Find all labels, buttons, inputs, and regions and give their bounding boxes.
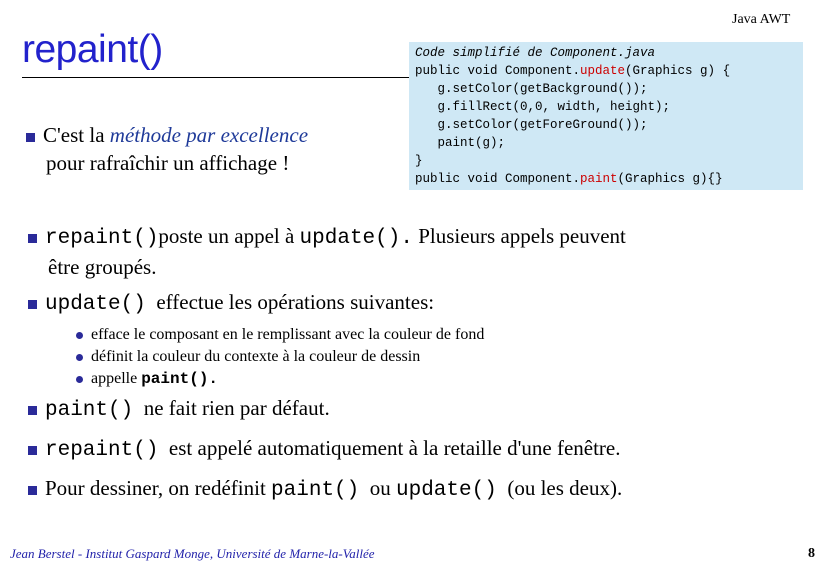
code-line-1: Code simplifié de Component.java [415, 46, 656, 60]
sub-bullet-2-text: définit la couleur du contexte à la couleur de dessin [91, 348, 421, 365]
intro-bullet [26, 121, 386, 177]
page-number: 8 [808, 546, 815, 561]
code-line-4: g.fillRect(0,0, width, height); [415, 100, 671, 114]
code-box [409, 42, 803, 190]
sub-bullet-3-text: appelle [91, 370, 142, 387]
code-paint: paint(). [141, 370, 219, 388]
bullet-5-text-1: Pour dessiner, on redéfinit [45, 476, 272, 500]
bullet-1-text: poste un appel à [158, 224, 300, 248]
sub-bullet-2 [76, 346, 420, 367]
bullet-1-line-2: être groupés. [48, 255, 157, 279]
code-line-2-highlight: update [580, 64, 626, 78]
bullet-5-text-2: ou [369, 476, 396, 500]
round-bullet-icon [76, 332, 83, 339]
square-bullet-icon [28, 234, 37, 243]
code-line-8-post: (Graphics g){} [617, 172, 723, 186]
code-line-2-post: (Graphics g) { [625, 64, 731, 78]
code-line-8-highlight: paint [580, 172, 618, 186]
sub-bullet-3 [76, 368, 218, 390]
code-line-2-pre: public void Component. [415, 64, 581, 78]
code-update: update(). [299, 227, 413, 250]
bullet-how-to-draw [28, 474, 622, 505]
bullet-2-text: effectue les opérations suivantes: [156, 290, 435, 314]
bullet-1-text-2: Plusieurs appels peuvent [412, 224, 626, 248]
bullet-5-text-3: (ou les deux). [507, 476, 623, 500]
sub-bullet-1 [76, 324, 484, 345]
code-update: update() [45, 293, 146, 316]
round-bullet-icon [76, 354, 83, 361]
round-bullet-icon [76, 376, 83, 383]
code-line-6: paint(g); [415, 136, 506, 150]
intro-emphasis: méthode par excellence [109, 123, 309, 147]
square-bullet-icon [26, 133, 35, 142]
square-bullet-icon [28, 406, 37, 415]
code-repaint: repaint() [45, 439, 159, 462]
page-title: repaint() [22, 28, 163, 71]
code-repaint: repaint() [45, 227, 159, 250]
bullet-paint-default [28, 394, 330, 425]
intro-text-1: C'est la [43, 123, 110, 147]
bullet-4-text: est appelé automatiquement à la retaille d'une fenêtre. [168, 436, 621, 460]
code-line-3: g.setColor(getBackground()); [415, 82, 648, 96]
code-paint: paint() [271, 479, 360, 502]
bullet-repaint-posts [28, 222, 626, 281]
square-bullet-icon [28, 446, 37, 455]
code-line-7: } [415, 154, 423, 168]
square-bullet-icon [28, 486, 37, 495]
bullet-update-ops [28, 288, 434, 319]
title-underline [22, 77, 418, 78]
code-line-8-pre: public void Component. [415, 172, 581, 186]
sub-bullet-1-text: efface le composant en le remplissant avec la couleur de fond [91, 326, 485, 343]
intro-text-2: pour rafraîchir un affichage ! [46, 151, 290, 175]
footer-credit: Jean Berstel - Institut Gaspard Monge, Université de Marne-la-Vallée [10, 546, 375, 561]
header-label: Java AWT [732, 12, 791, 27]
bullet-repaint-auto [28, 434, 621, 465]
bullet-3-text: ne fait rien par défaut. [143, 396, 330, 420]
code-update: update() [396, 479, 497, 502]
code-paint: paint() [45, 399, 134, 422]
code-line-5: g.setColor(getForeGround()); [415, 118, 648, 132]
square-bullet-icon [28, 300, 37, 309]
